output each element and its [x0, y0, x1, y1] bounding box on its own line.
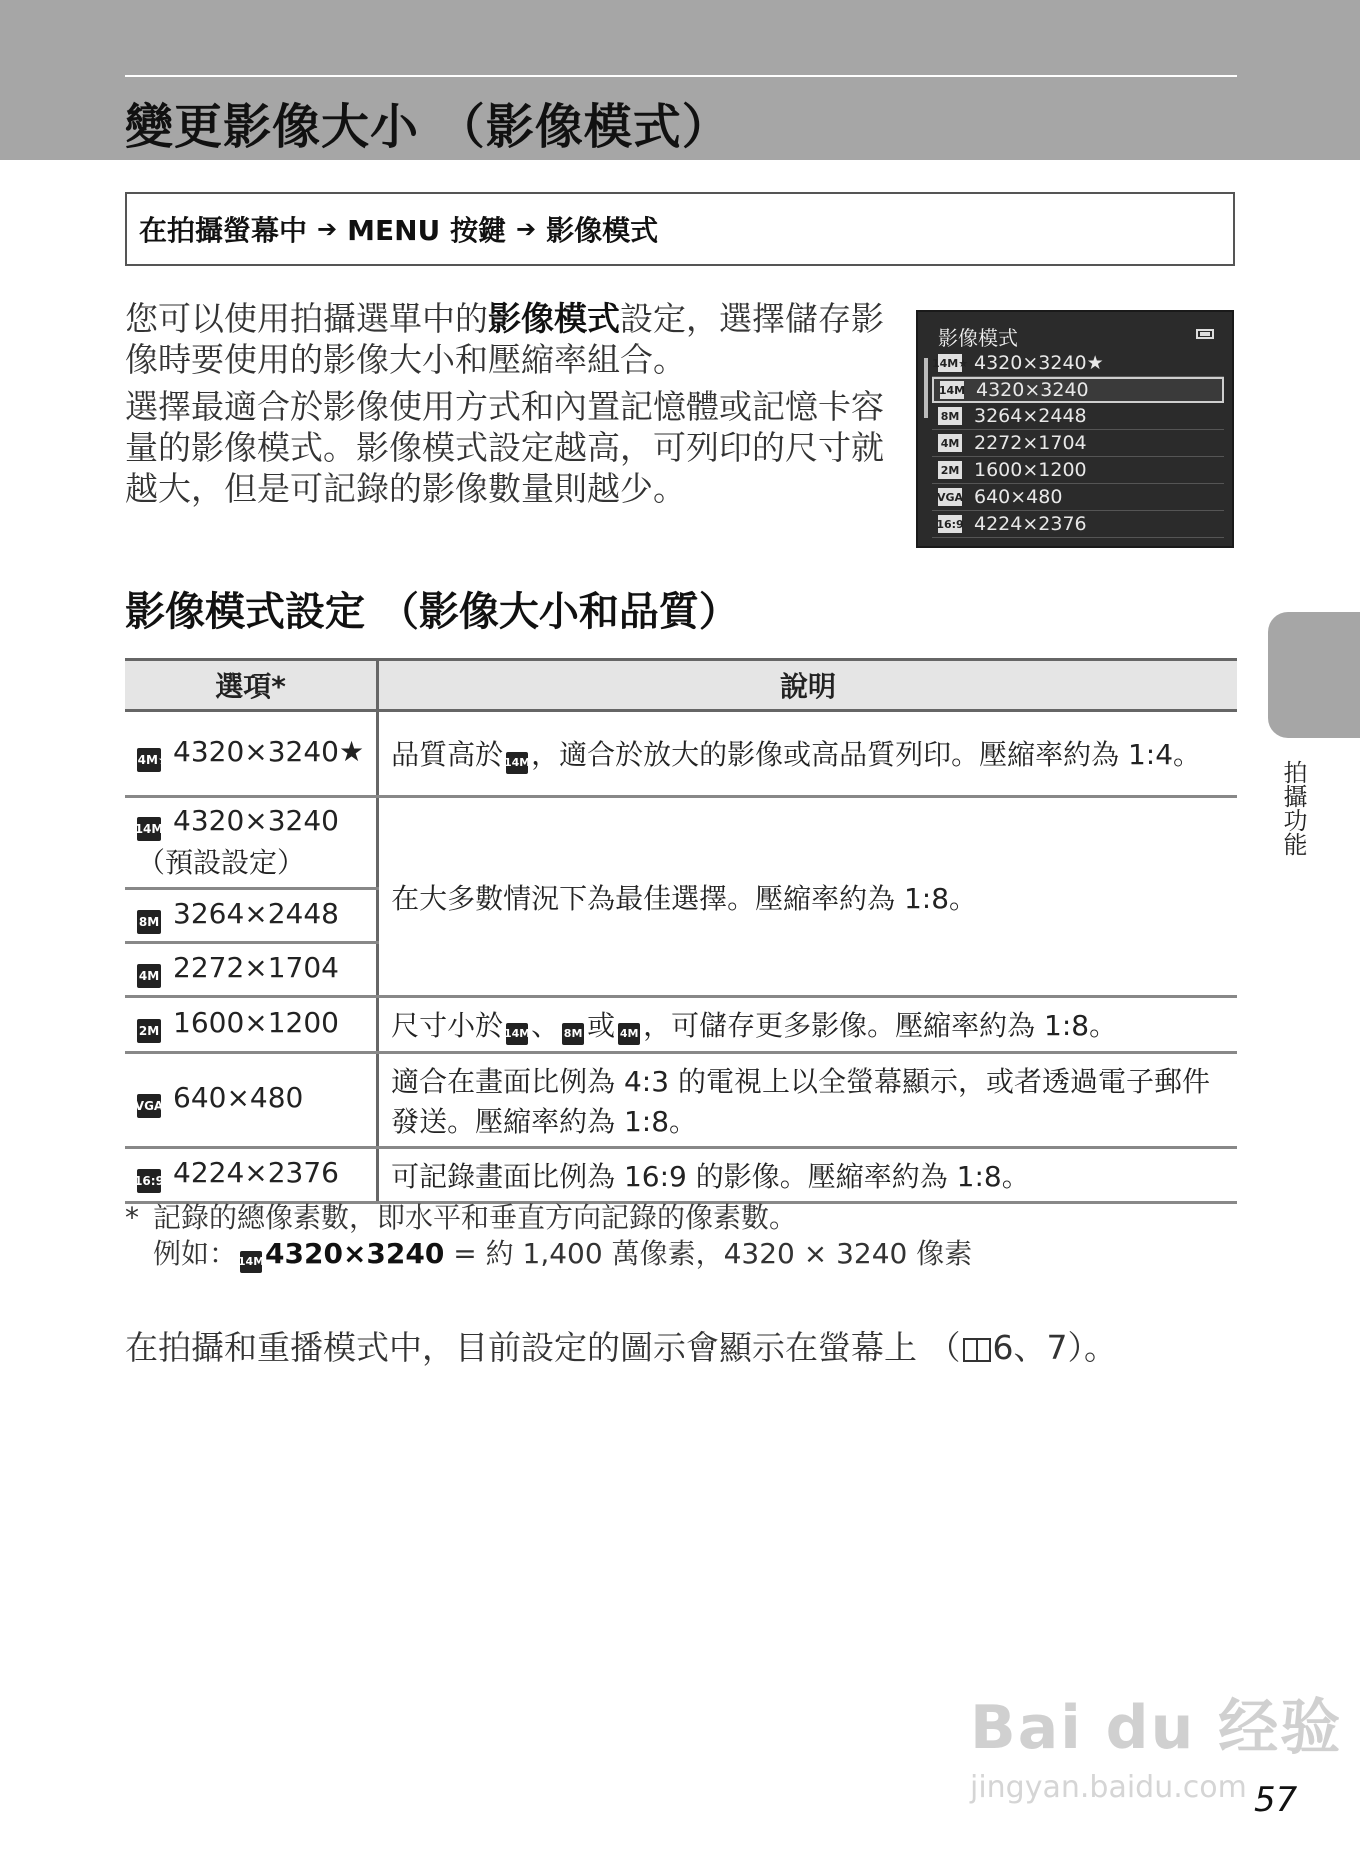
footnote-line-1: * 記錄的總像素數，即水平和垂直方向記錄的像素數。 [125, 1201, 798, 1234]
camera-menu-item: VGA 640×480 [932, 484, 1224, 511]
camera-screen-title: 影像模式 [938, 326, 1018, 350]
image-mode-icon: 8M [938, 407, 962, 425]
image-mode-icon: 4M [137, 964, 161, 988]
default-setting-note: （預設設定） [137, 846, 306, 879]
camera-screen-illustration [916, 310, 1234, 548]
page-title: 變更影像大小 （影像模式） [125, 99, 731, 155]
arrow-right-icon: ➔ [516, 215, 537, 243]
image-mode-icon: 14M★ [938, 354, 962, 372]
watermark-logo: Bai du 经验 [970, 1693, 1343, 1763]
option-cell: 14M 4320×3240 （預設設定） [125, 797, 378, 889]
image-mode-icon: 14M [506, 1023, 528, 1045]
description-cell: 可記錄畫面比例為 16:9 的影像。壓縮率約為 1:8。 [378, 1147, 1237, 1202]
option-cell: 14M★ 4320×3240★ [125, 711, 378, 797]
closing-paragraph: 在拍攝和重播模式中，目前設定的圖示會顯示在螢幕上 （ 6、7）。 [125, 1328, 1117, 1367]
footnote-example: 例如：14M4320×3240 = 約 1,400 萬像素，4320 × 3240 像素 [125, 1236, 972, 1273]
intro-paragraph-2: 選擇最適合於影像使用方式和內置記憶體或記憶卡容量的影像模式。影像模式設定越高，可列印的尺寸就越大，但是可記錄的影像數量則越少。 [125, 387, 884, 508]
description-cell: 適合在畫面比例為 4:3 的電視上以全螢幕顯示，或者透過電子郵件發送。壓縮率約為 1:8。 [378, 1052, 1237, 1147]
option-cell: VGA 640×480 [125, 1052, 378, 1147]
image-mode-icon: 8M [562, 1023, 584, 1045]
table-row [125, 797, 1237, 889]
intro-paragraph-1: 您可以使用拍攝選單中的影像模式設定，選擇儲存影像時要使用的影像大小和壓縮率組合。 [125, 299, 884, 379]
column-header-option: 選項* [125, 660, 378, 711]
menu-path-box [125, 192, 1235, 266]
description-cell: 尺寸小於14M、 8M 或 4M ，可儲存更多影像。壓縮率約為 1:8。 [378, 997, 1237, 1053]
chapter-tab-label: 拍攝功能 [1279, 760, 1307, 856]
header-rule [125, 75, 1237, 77]
table-header-row [125, 660, 1237, 711]
option-cell: 8M 3264×2448 [125, 889, 378, 943]
image-mode-icon: 2M [938, 461, 962, 479]
table-row [125, 997, 1237, 1053]
image-mode-icon: 2M [137, 1019, 161, 1043]
image-mode-icon: 14M [240, 1251, 262, 1273]
description-cell: 品質高於14M，適合於放大的影像或高品質列印。壓縮率約為 1:4。 [378, 711, 1237, 797]
option-cell: 4M 2272×1704 [125, 943, 378, 997]
image-mode-table [125, 658, 1237, 1204]
arrow-right-icon: ➔ [317, 215, 338, 243]
camera-menu-list [932, 350, 1224, 538]
book-reference-icon [963, 1338, 991, 1362]
table-row [125, 1052, 1237, 1147]
section-title: 影像模式設定 （影像大小和品質） [125, 589, 739, 635]
image-mode-icon: VGA [938, 488, 962, 506]
table-row [125, 1147, 1237, 1202]
option-cell: 2M 1600×1200 [125, 997, 378, 1053]
camera-menu-item: 8M 3264×2448 [932, 403, 1224, 430]
camera-menu-item: 2M 1600×1200 [932, 457, 1224, 484]
page-number: 57 [1254, 1780, 1298, 1820]
image-mode-icon: 16:9 [137, 1169, 161, 1193]
menu-path-step-3: 影像模式 [546, 214, 659, 247]
scroll-indicator [924, 358, 928, 418]
image-mode-icon: 8M [137, 910, 161, 934]
image-mode-icon: VGA [137, 1094, 161, 1118]
image-mode-icon: 4M [618, 1023, 640, 1045]
description-cell-shared: 在大多數情況下為最佳選擇。壓縮率約為 1:8。 [378, 797, 1237, 997]
footnote [125, 1200, 972, 1273]
menu-path-step-1: 在拍攝螢幕中 [139, 214, 308, 247]
chapter-tab [1268, 612, 1360, 738]
image-mode-icon: 14M★ [137, 748, 161, 772]
intro-text [125, 298, 885, 515]
battery-icon [1196, 329, 1214, 339]
camera-menu-item: 4M 2272×1704 [932, 430, 1224, 457]
image-mode-icon: 14M [137, 817, 161, 841]
table-row [125, 711, 1237, 797]
menu-path-step-2: MENU 按鍵 [347, 214, 507, 247]
camera-menu-item: 16:9 4224×2376 [932, 511, 1224, 538]
image-mode-icon: 14M [506, 752, 528, 774]
camera-menu-item-selected: 14M 4320×3240 [932, 377, 1224, 403]
image-mode-icon: 16:9 [938, 515, 962, 533]
option-cell: 16:9 4224×2376 [125, 1147, 378, 1202]
watermark-url: jingyan.baidu.com [970, 1770, 1247, 1805]
image-mode-icon: 14M [940, 381, 964, 399]
column-header-description: 說明 [378, 660, 1237, 711]
camera-menu-item: 14M★ 4320×3240★ [932, 350, 1224, 377]
image-mode-icon: 4M [938, 434, 962, 452]
